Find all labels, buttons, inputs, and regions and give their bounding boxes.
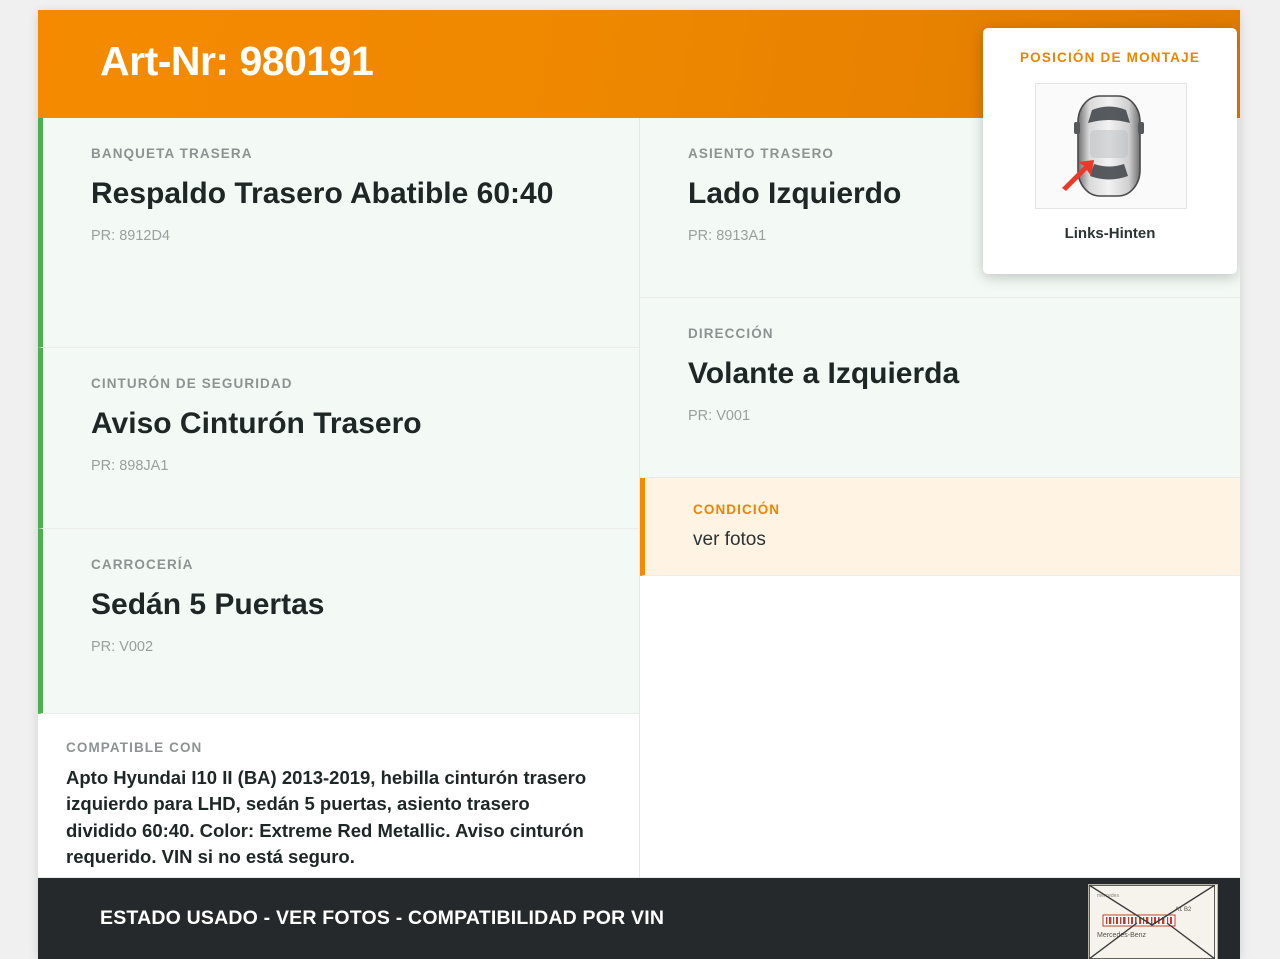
footer-text: ESTADO USADO - VER FOTOS - COMPATIBILIDAD POR VIN — [100, 907, 665, 929]
spec-label: CINTURÓN DE SEGURIDAD — [91, 376, 293, 391]
mounting-position-card — [983, 28, 1237, 274]
spec-label: BANQUETA TRASERA — [91, 146, 253, 161]
svg-text:A1 B2: A1 B2 — [1175, 907, 1192, 913]
label-sticker-icon — [1089, 885, 1215, 959]
page-title: Art-Nr: 980191 — [100, 38, 374, 84]
footer-bar — [38, 878, 1240, 959]
car-diagram-box — [1035, 83, 1187, 209]
spec-compatible-con — [38, 714, 639, 878]
spec-label: DIRECCIÓN — [688, 326, 774, 341]
spec-carroceria — [38, 529, 639, 714]
spec-condicion — [640, 478, 1240, 576]
svg-text:Mercedes-Benz: Mercedes-Benz — [1097, 932, 1147, 939]
mounting-position-caption: Links-Hinten — [1064, 225, 1156, 242]
mounting-position-title: POSICIÓN DE MONTAJE — [1019, 50, 1201, 65]
mercedes-benz-label-stamp — [1088, 884, 1218, 959]
spec-pr-code: PR: 8913A1 — [688, 228, 767, 245]
spec-direccion — [640, 298, 1240, 478]
left-column — [38, 118, 639, 878]
spec-value: ver fotos — [693, 529, 766, 550]
spec-pr-code: PR: 898JA1 — [91, 458, 169, 475]
spec-pr-code: PR: V001 — [688, 408, 751, 425]
spec-value: Respaldo Trasero Abatible 60:40 — [91, 177, 554, 210]
spec-value: Aviso Cinturón Trasero — [91, 407, 422, 440]
spec-banqueta-trasera — [38, 118, 639, 348]
spec-label: COMPATIBLE CON — [66, 740, 203, 755]
spec-value: Sedán 5 Puertas — [91, 588, 325, 621]
spec-cinturon-de-seguridad — [38, 348, 639, 529]
compatibility-text: Apto Hyundai I10 II (BA) 2013-2019, hebilla cinturón trasero izquierdo para LHD, sedán 5 puertas, asiento trasero dividido 60:40. Color: Extreme Red Metallic. Aviso cinturón requerido. VIN si no está seguro. — [66, 767, 587, 867]
svg-text:mercedes: mercedes — [1097, 893, 1119, 899]
spec-label: ASIENTO TRASERO — [688, 146, 835, 161]
spec-value: Volante a Izquierda — [688, 357, 960, 390]
spec-pr-code: PR: 8912D4 — [91, 228, 170, 245]
spec-pr-code: PR: V002 — [91, 639, 154, 656]
spec-label: CARROCERÍA — [91, 557, 194, 572]
spec-label: CONDICIÓN — [693, 502, 781, 517]
red-arrow-icon — [1058, 158, 1098, 192]
spec-value: Lado Izquierdo — [688, 177, 902, 210]
right-column-empty-area — [640, 576, 1240, 878]
product-sheet — [38, 10, 1240, 959]
